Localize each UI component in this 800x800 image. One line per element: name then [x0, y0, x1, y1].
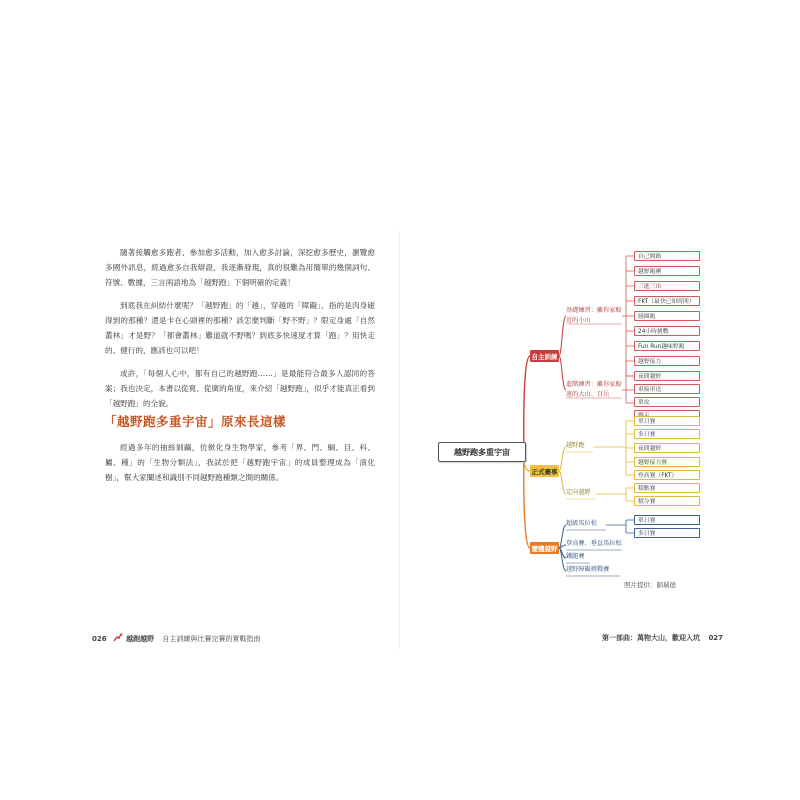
sub-ultramarathon: 超級馬拉松	[566, 520, 597, 527]
left-footer	[92, 633, 260, 644]
leaf: Fun Run趣味野跑	[634, 341, 700, 351]
page-spine	[399, 230, 400, 650]
leaf: 單日賽	[634, 416, 700, 426]
paragraph-3: 或許，「每個人心中，都有自己的越野跑……」是最能符合最多人認同的答案；我也決定，本書以從寬、從廣的角度，來介紹「越野跑」，似乎才能真正看到「越野跑」的全貌。	[105, 369, 375, 408]
book-subtitle: 自主訓練與比賽完賽的實戰指南	[162, 635, 261, 643]
category-self-training: 自主訓練	[530, 350, 559, 362]
left-page-body	[105, 245, 375, 419]
leaf: 越野跑團	[634, 266, 700, 276]
right-page-number: 027	[708, 634, 724, 642]
leaf: 夜間越野	[634, 443, 700, 453]
category-variant-trail: 變體越野	[530, 542, 559, 554]
sub-iron-leg-race: 鐵腿賽	[566, 553, 585, 560]
sub-vertical-marathon: 登高賽、垂直馬拉松	[566, 540, 622, 547]
section-body	[105, 440, 375, 485]
leaf: 越野接力	[634, 356, 700, 366]
leaf: 單日賽	[634, 515, 700, 525]
leaf: 積分賽	[634, 496, 700, 506]
sub-trail-running: 越野跑	[566, 442, 585, 449]
sub-obstacle-race: 越野障礙挑戰賽	[566, 566, 610, 573]
section-heading: 「越野跑多重宇宙」原來長這樣	[104, 414, 287, 429]
leaf: 積點賽	[634, 483, 700, 493]
mindmap	[430, 240, 720, 600]
leaf: 三進三出	[634, 281, 700, 291]
book-title: 越跑越野	[126, 635, 155, 643]
paragraph-2: 到底我在糾結什麼呢？「越野跑」的「越」，穿越的「障礙」，指的是肉身碰得到的那種？還是卡在心頭裡的那種？該怎麼判斷「野不野」？限定身處「自然叢林」才是野？「都會叢林」難道就不野嗎？到底多快速度才算「跑」？用快走的、健行的，應該也可以吧！	[105, 301, 375, 355]
leaf: 繞圈跑	[634, 311, 700, 321]
paragraph-1: 隨著接觸愈多跑者、參加愈多活動，加入愈多討論，深挖愈多歷史，瀏覽愈多國外訊息，經過愈多自我辯證，我逐漸發現，真的很難為用簡單的幾個詞句、符號、數據，三言兩語地為「越野跑」下個明確的定義！	[105, 248, 375, 287]
leaf: 多日賽	[634, 429, 700, 439]
chapter-title: 第一部曲：萬物大山，歡迎入坑	[602, 634, 700, 642]
photo-credit: 照片提供：師瑞德	[624, 581, 676, 589]
mindmap-root: 越野跑多重宇宙	[438, 442, 526, 462]
sub-orienteering: 定向越野	[566, 489, 591, 496]
leaf: 車接車送	[634, 384, 700, 394]
leaf: 越野接力賽	[634, 457, 700, 467]
section-paragraph: 經過多年的抽絲剝繭，仿傚化身生物學家，參考「界、門、綱、目、科、屬、種」的「生物分類法」，我試於把「越野跑宇宙」的成員整理成為「演化樹」，幫大家闡述和識別不同越野跑種類之間的關係。	[105, 443, 375, 482]
leaf: 夜間越野	[634, 371, 700, 381]
leaf: 自己開路	[634, 251, 700, 261]
sub-basic-practice: 基礎練習：離你家較近的小山	[566, 307, 622, 324]
leaf: 多日賽	[634, 528, 700, 538]
leaf: 登高賽（FKT）	[634, 470, 700, 480]
leaf: FKT（最快已知時間）	[634, 296, 700, 306]
right-footer	[602, 633, 723, 643]
leaf: 單攻	[634, 397, 700, 407]
runner-logo-icon	[113, 633, 123, 642]
left-page-number: 026	[92, 635, 107, 643]
sub-advanced-practice: 進階練習：離你家較遠的大山、百岳	[566, 381, 622, 398]
leaf: 24小時挑戰	[634, 326, 700, 336]
category-official-races: 正式賽事	[530, 465, 559, 477]
